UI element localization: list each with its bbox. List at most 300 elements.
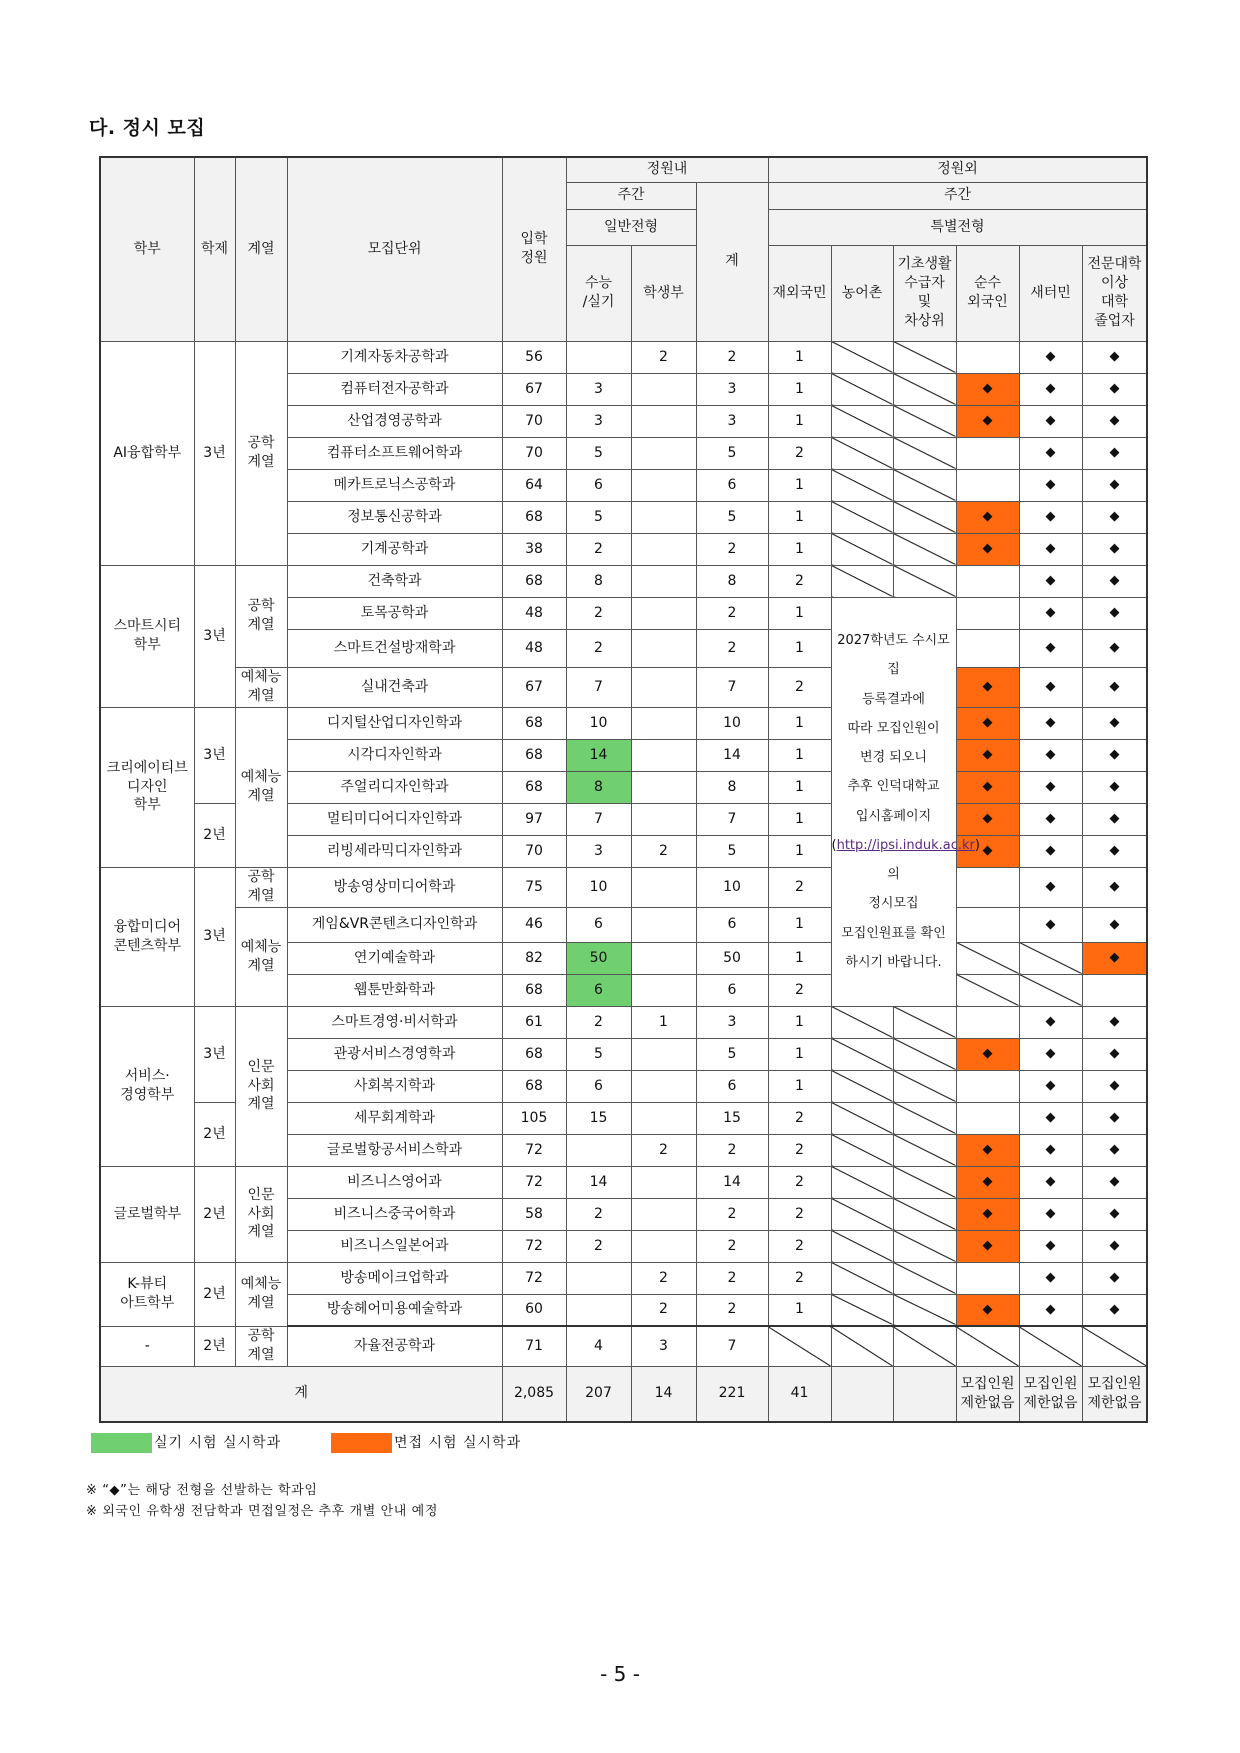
quota-cell: 68 bbox=[502, 771, 566, 803]
basic-slash bbox=[893, 469, 956, 501]
notice-line: 변경 되오니 bbox=[860, 750, 927, 765]
overseas-cell: 1 bbox=[768, 771, 831, 803]
quota-cell: 68 bbox=[502, 501, 566, 533]
basic-slash bbox=[893, 1198, 956, 1230]
legend-practical bbox=[91, 1433, 281, 1453]
suneung-cell: 6 bbox=[566, 974, 631, 1006]
college-diamond: ◆ bbox=[1082, 629, 1147, 667]
suneung-cell: 2 bbox=[566, 1230, 631, 1262]
faculty-cell: 융합미디어 콘텐츠학부 bbox=[100, 867, 194, 1006]
sum-cell: 5 bbox=[696, 1038, 768, 1070]
system-cell: 3년 bbox=[194, 867, 235, 1006]
total-defector-unlimited: 모집인원 제한없음 bbox=[1019, 1366, 1082, 1422]
table-row bbox=[100, 565, 1147, 597]
overseas-cell: 1 bbox=[768, 373, 831, 405]
rural-slash bbox=[831, 341, 893, 373]
footnotes bbox=[86, 1480, 438, 1522]
sum-cell: 2 bbox=[696, 1262, 768, 1294]
total-label: 계 bbox=[100, 1366, 502, 1422]
rural-slash bbox=[831, 1134, 893, 1166]
notice-line: 의 bbox=[887, 867, 900, 882]
overseas-cell: 1 bbox=[768, 1038, 831, 1070]
foreign-slash bbox=[956, 1326, 1019, 1366]
foreign-diamond: ◆ bbox=[956, 1038, 1019, 1070]
unit-cell: 시각디자인학과 bbox=[287, 739, 502, 771]
college-diamond: ◆ bbox=[1082, 341, 1147, 373]
record-cell: 2 bbox=[631, 1294, 696, 1326]
rural-slash bbox=[956, 974, 1019, 1006]
unit-cell: 리빙세라믹디자인학과 bbox=[287, 835, 502, 867]
defector-diamond: ◆ bbox=[1019, 1294, 1082, 1326]
notice-line: 하시기 바랍니다. bbox=[845, 954, 942, 970]
college-diamond: ◆ bbox=[1082, 1070, 1147, 1102]
header-day-in: 주간 bbox=[566, 182, 696, 209]
suneung-cell: 3 bbox=[566, 373, 631, 405]
college-diamond: ◆ bbox=[1082, 1198, 1147, 1230]
quota-cell: 67 bbox=[502, 373, 566, 405]
college-diamond: ◆ bbox=[1082, 1230, 1147, 1262]
quota-cell: 68 bbox=[502, 739, 566, 771]
suneung-cell: 10 bbox=[566, 707, 631, 739]
college-diamond: ◆ bbox=[1082, 597, 1147, 629]
unit-cell: 메카트로닉스공학과 bbox=[287, 469, 502, 501]
suneung-cell: 6 bbox=[566, 907, 631, 942]
sum-cell: 2 bbox=[696, 533, 768, 565]
suneung-cell bbox=[566, 341, 631, 373]
defector-diamond: ◆ bbox=[1019, 565, 1082, 597]
record-cell bbox=[631, 405, 696, 437]
record-cell bbox=[631, 974, 696, 1006]
sum-cell: 5 bbox=[696, 501, 768, 533]
basic-slash bbox=[1019, 942, 1082, 974]
college-diamond: ◆ bbox=[1082, 867, 1147, 907]
overseas-cell: 2 bbox=[768, 1198, 831, 1230]
basic-slash bbox=[893, 437, 956, 469]
system-cell: 3년 bbox=[194, 707, 235, 803]
basic-slash bbox=[893, 1134, 956, 1166]
suneung-cell bbox=[566, 1262, 631, 1294]
quota-cell: 61 bbox=[502, 1006, 566, 1038]
defector-diamond: ◆ bbox=[1019, 533, 1082, 565]
rural-slash bbox=[831, 373, 893, 405]
sum-cell: 7 bbox=[696, 1326, 768, 1366]
overseas-cell: 2 bbox=[768, 1262, 831, 1294]
foreign-diamond: ◆ bbox=[956, 1134, 1019, 1166]
suneung-cell: 2 bbox=[566, 597, 631, 629]
quota-cell: 68 bbox=[502, 1070, 566, 1102]
unit-cell: 게임&VR콘텐츠디자인학과 bbox=[287, 907, 502, 942]
quota-cell: 64 bbox=[502, 469, 566, 501]
header-defector: 새터민 bbox=[1019, 245, 1082, 341]
foreign-cell bbox=[956, 1262, 1019, 1294]
quota-cell: 60 bbox=[502, 1294, 566, 1326]
college-diamond: ◆ bbox=[1082, 1102, 1147, 1134]
basic-slash bbox=[893, 1038, 956, 1070]
defector-diamond: ◆ bbox=[1019, 1070, 1082, 1102]
unit-cell: 자율전공학과 bbox=[287, 1326, 502, 1366]
suneung-cell: 2 bbox=[566, 629, 631, 667]
quota-cell: 58 bbox=[502, 1198, 566, 1230]
sum-cell: 6 bbox=[696, 974, 768, 1006]
header-general: 일반전형 bbox=[566, 209, 696, 245]
unit-cell: 주얼리디자인학과 bbox=[287, 771, 502, 803]
sum-cell: 14 bbox=[696, 1166, 768, 1198]
legend-practical-label: 실기 시험 실시학과 bbox=[154, 1435, 282, 1451]
record-cell bbox=[631, 1198, 696, 1230]
overseas-cell: 2 bbox=[768, 667, 831, 707]
defector-diamond: ◆ bbox=[1019, 803, 1082, 835]
field-cell: 공학 계열 bbox=[235, 341, 287, 565]
overseas-cell: 1 bbox=[768, 597, 831, 629]
quota-cell: 97 bbox=[502, 803, 566, 835]
basic-slash bbox=[1019, 974, 1082, 1006]
foreign-cell bbox=[956, 867, 1019, 907]
record-cell bbox=[631, 667, 696, 707]
header-day-out: 주간 bbox=[768, 182, 1147, 209]
legend-interview bbox=[331, 1433, 521, 1453]
rural-slash bbox=[831, 1326, 893, 1366]
basic-slash bbox=[893, 565, 956, 597]
overseas-cell: 1 bbox=[768, 803, 831, 835]
foreign-cell bbox=[1082, 974, 1147, 1006]
overseas-slash bbox=[768, 1326, 831, 1366]
college-diamond: ◆ bbox=[1082, 1166, 1147, 1198]
rural-slash bbox=[831, 1262, 893, 1294]
quota-cell: 72 bbox=[502, 1166, 566, 1198]
sum-cell: 3 bbox=[696, 1006, 768, 1038]
quota-cell: 72 bbox=[502, 1230, 566, 1262]
rural-slash bbox=[831, 1038, 893, 1070]
defector-diamond: ◆ bbox=[1019, 707, 1082, 739]
footnote: ※ “◆”는 해당 전형을 선발하는 학과임 bbox=[86, 1483, 318, 1498]
header-overseas: 재외국민 bbox=[768, 245, 831, 341]
table-row bbox=[100, 667, 1147, 707]
total-row bbox=[100, 1366, 1147, 1422]
rural-slash bbox=[831, 1006, 893, 1038]
table-row bbox=[100, 1262, 1147, 1294]
total-foreign-unlimited: 모집인원 제한없음 bbox=[956, 1366, 1019, 1422]
basic-slash bbox=[893, 405, 956, 437]
college-diamond: ◆ bbox=[1082, 667, 1147, 707]
unit-cell: 웹툰만화학과 bbox=[287, 974, 502, 1006]
record-cell bbox=[631, 867, 696, 907]
table-row bbox=[100, 907, 1147, 942]
overseas-cell: 1 bbox=[768, 501, 831, 533]
header-out-quota: 정원외 bbox=[768, 157, 1147, 182]
defector-slash bbox=[1019, 1326, 1082, 1366]
unit-cell: 연기예술학과 bbox=[287, 942, 502, 974]
page-number: - 5 - bbox=[600, 1662, 640, 1686]
sum-cell: 8 bbox=[696, 565, 768, 597]
unit-cell: 컴퓨터소프트웨어학과 bbox=[287, 437, 502, 469]
rural-slash bbox=[831, 1230, 893, 1262]
table-row bbox=[100, 1006, 1147, 1038]
quota-cell: 75 bbox=[502, 867, 566, 907]
overseas-cell: 1 bbox=[768, 835, 831, 867]
rural-slash bbox=[831, 1198, 893, 1230]
total-college-unlimited: 모집인원 제한없음 bbox=[1082, 1366, 1147, 1422]
college-diamond: ◆ bbox=[1082, 803, 1147, 835]
system-cell: 2년 bbox=[194, 1166, 235, 1262]
defector-diamond: ◆ bbox=[1019, 1134, 1082, 1166]
notice-link-line bbox=[831, 831, 980, 860]
total-basic-slash bbox=[893, 1366, 956, 1422]
sum-cell: 3 bbox=[696, 373, 768, 405]
rural-slash bbox=[831, 533, 893, 565]
suneung-cell: 10 bbox=[566, 867, 631, 907]
overseas-cell: 1 bbox=[768, 707, 831, 739]
total-suneung: 207 bbox=[566, 1366, 631, 1422]
quota-cell: 70 bbox=[502, 405, 566, 437]
suneung-cell: 6 bbox=[566, 1070, 631, 1102]
header-quota: 입학 정원 bbox=[502, 157, 566, 341]
record-cell bbox=[631, 501, 696, 533]
notice-paren-close: ) bbox=[974, 837, 980, 853]
notice-line: 등록결과에 bbox=[862, 691, 925, 707]
college-diamond: ◆ bbox=[1082, 405, 1147, 437]
foreign-cell bbox=[956, 341, 1019, 373]
overseas-cell: 2 bbox=[768, 974, 831, 1006]
footnote: ※ 외국인 유학생 전담학과 면접일정은 추후 개별 안내 예정 bbox=[86, 1504, 438, 1519]
unit-cell: 기계자동차공학과 bbox=[287, 341, 502, 373]
record-cell bbox=[631, 942, 696, 974]
record-cell bbox=[631, 373, 696, 405]
system-cell: 3년 bbox=[194, 341, 235, 565]
header-special: 특별전형 bbox=[768, 209, 1147, 245]
quota-cell: 68 bbox=[502, 565, 566, 597]
college-diamond: ◆ bbox=[1082, 437, 1147, 469]
overseas-cell: 1 bbox=[768, 341, 831, 373]
college-diamond: ◆ bbox=[1082, 1006, 1147, 1038]
basic-slash bbox=[893, 373, 956, 405]
header-system: 학제 bbox=[194, 157, 235, 341]
foreign-cell bbox=[956, 629, 1019, 667]
field-cell: 인문 사회 계열 bbox=[235, 1006, 287, 1166]
record-cell bbox=[631, 629, 696, 667]
faculty-cell: AI융합학부 bbox=[100, 341, 194, 565]
sum-cell: 7 bbox=[696, 667, 768, 707]
system-cell: 2년 bbox=[194, 1102, 235, 1166]
suneung-cell: 3 bbox=[566, 835, 631, 867]
sum-cell: 2 bbox=[696, 1134, 768, 1166]
defector-diamond: ◆ bbox=[1019, 835, 1082, 867]
defector-diamond: ◆ bbox=[1019, 1262, 1082, 1294]
sum-cell: 6 bbox=[696, 469, 768, 501]
quota-cell: 71 bbox=[502, 1326, 566, 1366]
system-cell: 2년 bbox=[194, 1326, 235, 1366]
record-cell: 1 bbox=[631, 1006, 696, 1038]
notice-line: 따라 모집인원이 bbox=[847, 720, 940, 736]
foreign-diamond: ◆ bbox=[956, 803, 1019, 835]
legend-orange-swatch bbox=[331, 1433, 392, 1453]
unit-cell: 방송헤어미용예술학과 bbox=[287, 1294, 502, 1326]
foreign-cell bbox=[956, 1070, 1019, 1102]
defector-diamond: ◆ bbox=[1019, 437, 1082, 469]
system-cell: 3년 bbox=[194, 1006, 235, 1102]
sum-cell: 14 bbox=[696, 739, 768, 771]
table-row bbox=[100, 867, 1147, 907]
record-cell bbox=[631, 739, 696, 771]
suneung-cell: 50 bbox=[566, 942, 631, 974]
overseas-cell: 1 bbox=[768, 469, 831, 501]
sum-cell: 10 bbox=[696, 867, 768, 907]
overseas-cell: 2 bbox=[768, 1166, 831, 1198]
header-college: 전문대학 이상 대학 졸업자 bbox=[1082, 245, 1147, 341]
record-cell: 2 bbox=[631, 835, 696, 867]
sum-cell: 3 bbox=[696, 405, 768, 437]
rural-slash bbox=[956, 942, 1019, 974]
header-unit: 모집단위 bbox=[287, 157, 502, 341]
suneung-cell: 8 bbox=[566, 771, 631, 803]
notice-line: 2027학년도 수시모집 bbox=[837, 633, 950, 678]
unit-cell: 방송메이크업학과 bbox=[287, 1262, 502, 1294]
defector-diamond: ◆ bbox=[1019, 1102, 1082, 1134]
sum-cell: 8 bbox=[696, 771, 768, 803]
sum-cell: 2 bbox=[696, 1294, 768, 1326]
suneung-cell: 4 bbox=[566, 1326, 631, 1366]
notice-line: 정시모집 bbox=[868, 896, 919, 912]
total-sum: 221 bbox=[696, 1366, 768, 1422]
suneung-cell: 5 bbox=[566, 501, 631, 533]
unit-cell: 산업경영공학과 bbox=[287, 405, 502, 437]
record-cell bbox=[631, 1230, 696, 1262]
unit-cell: 사회복지학과 bbox=[287, 1070, 502, 1102]
overseas-cell: 1 bbox=[768, 405, 831, 437]
faculty-cell: - bbox=[100, 1326, 194, 1366]
record-cell: 2 bbox=[631, 1262, 696, 1294]
foreign-diamond: ◆ bbox=[1082, 942, 1147, 974]
rural-slash bbox=[831, 1294, 893, 1326]
notice-line: 모집인원표를 확인 bbox=[841, 925, 946, 941]
college-diamond: ◆ bbox=[1082, 469, 1147, 501]
record-cell bbox=[631, 437, 696, 469]
sum-cell: 10 bbox=[696, 707, 768, 739]
basic-slash bbox=[893, 1230, 956, 1262]
quota-cell: 46 bbox=[502, 907, 566, 942]
foreign-cell bbox=[956, 437, 1019, 469]
suneung-cell bbox=[566, 1134, 631, 1166]
sum-cell: 15 bbox=[696, 1102, 768, 1134]
suneung-cell: 14 bbox=[566, 739, 631, 771]
sum-cell: 5 bbox=[696, 835, 768, 867]
suneung-cell: 2 bbox=[566, 1198, 631, 1230]
faculty-cell: 크리에이티브 디자인 학부 bbox=[100, 707, 194, 867]
sum-cell: 7 bbox=[696, 803, 768, 835]
foreign-diamond: ◆ bbox=[956, 405, 1019, 437]
notice-line: 추후 인덕대학교 bbox=[847, 779, 940, 795]
overseas-cell: 1 bbox=[768, 629, 831, 667]
overseas-cell: 2 bbox=[768, 1230, 831, 1262]
defector-diamond: ◆ bbox=[1019, 597, 1082, 629]
rural-slash bbox=[831, 565, 893, 597]
unit-cell: 비즈니스일본어과 bbox=[287, 1230, 502, 1262]
basic-slash bbox=[893, 1326, 956, 1366]
suneung-cell: 7 bbox=[566, 667, 631, 707]
suneung-cell: 7 bbox=[566, 803, 631, 835]
defector-diamond: ◆ bbox=[1019, 667, 1082, 707]
college-diamond: ◆ bbox=[1082, 771, 1147, 803]
total-overseas: 41 bbox=[768, 1366, 831, 1422]
foreign-diamond: ◆ bbox=[956, 771, 1019, 803]
foreign-cell bbox=[956, 907, 1019, 942]
record-cell bbox=[631, 907, 696, 942]
header-foreign: 순수 외국인 bbox=[956, 245, 1019, 341]
total-quota: 2,085 bbox=[502, 1366, 566, 1422]
foreign-cell bbox=[956, 565, 1019, 597]
quota-cell: 72 bbox=[502, 1134, 566, 1166]
basic-slash bbox=[893, 1006, 956, 1038]
overseas-cell: 2 bbox=[768, 565, 831, 597]
record-cell: 2 bbox=[631, 1134, 696, 1166]
basic-slash bbox=[893, 533, 956, 565]
rural-slash bbox=[831, 405, 893, 437]
unit-cell: 방송영상미디어학과 bbox=[287, 867, 502, 907]
header-suneung: 수능 /실기 bbox=[566, 245, 631, 341]
college-diamond: ◆ bbox=[1082, 1294, 1147, 1326]
defector-diamond: ◆ bbox=[1019, 739, 1082, 771]
defector-diamond: ◆ bbox=[1019, 1166, 1082, 1198]
college-slash bbox=[1082, 1326, 1147, 1366]
record-cell: 2 bbox=[631, 341, 696, 373]
quota-cell: 48 bbox=[502, 597, 566, 629]
record-cell bbox=[631, 1166, 696, 1198]
record-cell bbox=[631, 533, 696, 565]
foreign-cell bbox=[956, 469, 1019, 501]
suneung-cell: 5 bbox=[566, 1038, 631, 1070]
unit-cell: 디지털산업디자인학과 bbox=[287, 707, 502, 739]
foreign-diamond: ◆ bbox=[956, 1230, 1019, 1262]
unit-cell: 건축학과 bbox=[287, 565, 502, 597]
field-cell: 인문 사회 계열 bbox=[235, 1166, 287, 1262]
unit-cell: 컴퓨터전자공학과 bbox=[287, 373, 502, 405]
unit-cell: 글로벌항공서비스학과 bbox=[287, 1134, 502, 1166]
sum-cell: 2 bbox=[696, 341, 768, 373]
field-cell: 공학 계열 bbox=[235, 565, 287, 667]
field-cell: 공학 계열 bbox=[235, 1326, 287, 1366]
foreign-diamond: ◆ bbox=[956, 1294, 1019, 1326]
defector-diamond: ◆ bbox=[1019, 629, 1082, 667]
college-diamond: ◆ bbox=[1082, 1134, 1147, 1166]
header-record: 학생부 bbox=[631, 245, 696, 341]
foreign-diamond: ◆ bbox=[956, 373, 1019, 405]
change-notice bbox=[831, 597, 980, 1006]
quota-cell: 68 bbox=[502, 707, 566, 739]
rural-slash bbox=[831, 1102, 893, 1134]
basic-slash bbox=[893, 1070, 956, 1102]
college-diamond: ◆ bbox=[1082, 1038, 1147, 1070]
header-sum: 계 bbox=[696, 182, 768, 341]
admission-homepage-link[interactable]: http://ipsi.induk.ac.kr bbox=[836, 837, 975, 853]
sum-cell: 2 bbox=[696, 1230, 768, 1262]
foreign-diamond: ◆ bbox=[956, 835, 1019, 867]
table-row bbox=[100, 707, 1147, 739]
unit-cell: 관광서비스경영학과 bbox=[287, 1038, 502, 1070]
table-row bbox=[100, 341, 1147, 373]
notice-paren-open: ( bbox=[831, 837, 837, 853]
unit-cell: 스마트경영·비서학과 bbox=[287, 1006, 502, 1038]
field-cell: 예체능 계열 bbox=[235, 1262, 287, 1326]
foreign-cell bbox=[956, 597, 1019, 629]
quota-cell: 68 bbox=[502, 974, 566, 1006]
field-cell: 공학 계열 bbox=[235, 867, 287, 907]
college-diamond: ◆ bbox=[1082, 739, 1147, 771]
defector-diamond: ◆ bbox=[1019, 1230, 1082, 1262]
defector-diamond: ◆ bbox=[1019, 341, 1082, 373]
overseas-cell: 2 bbox=[768, 1102, 831, 1134]
basic-slash bbox=[893, 501, 956, 533]
foreign-cell bbox=[956, 1102, 1019, 1134]
faculty-cell: 글로벌학부 bbox=[100, 1166, 194, 1262]
